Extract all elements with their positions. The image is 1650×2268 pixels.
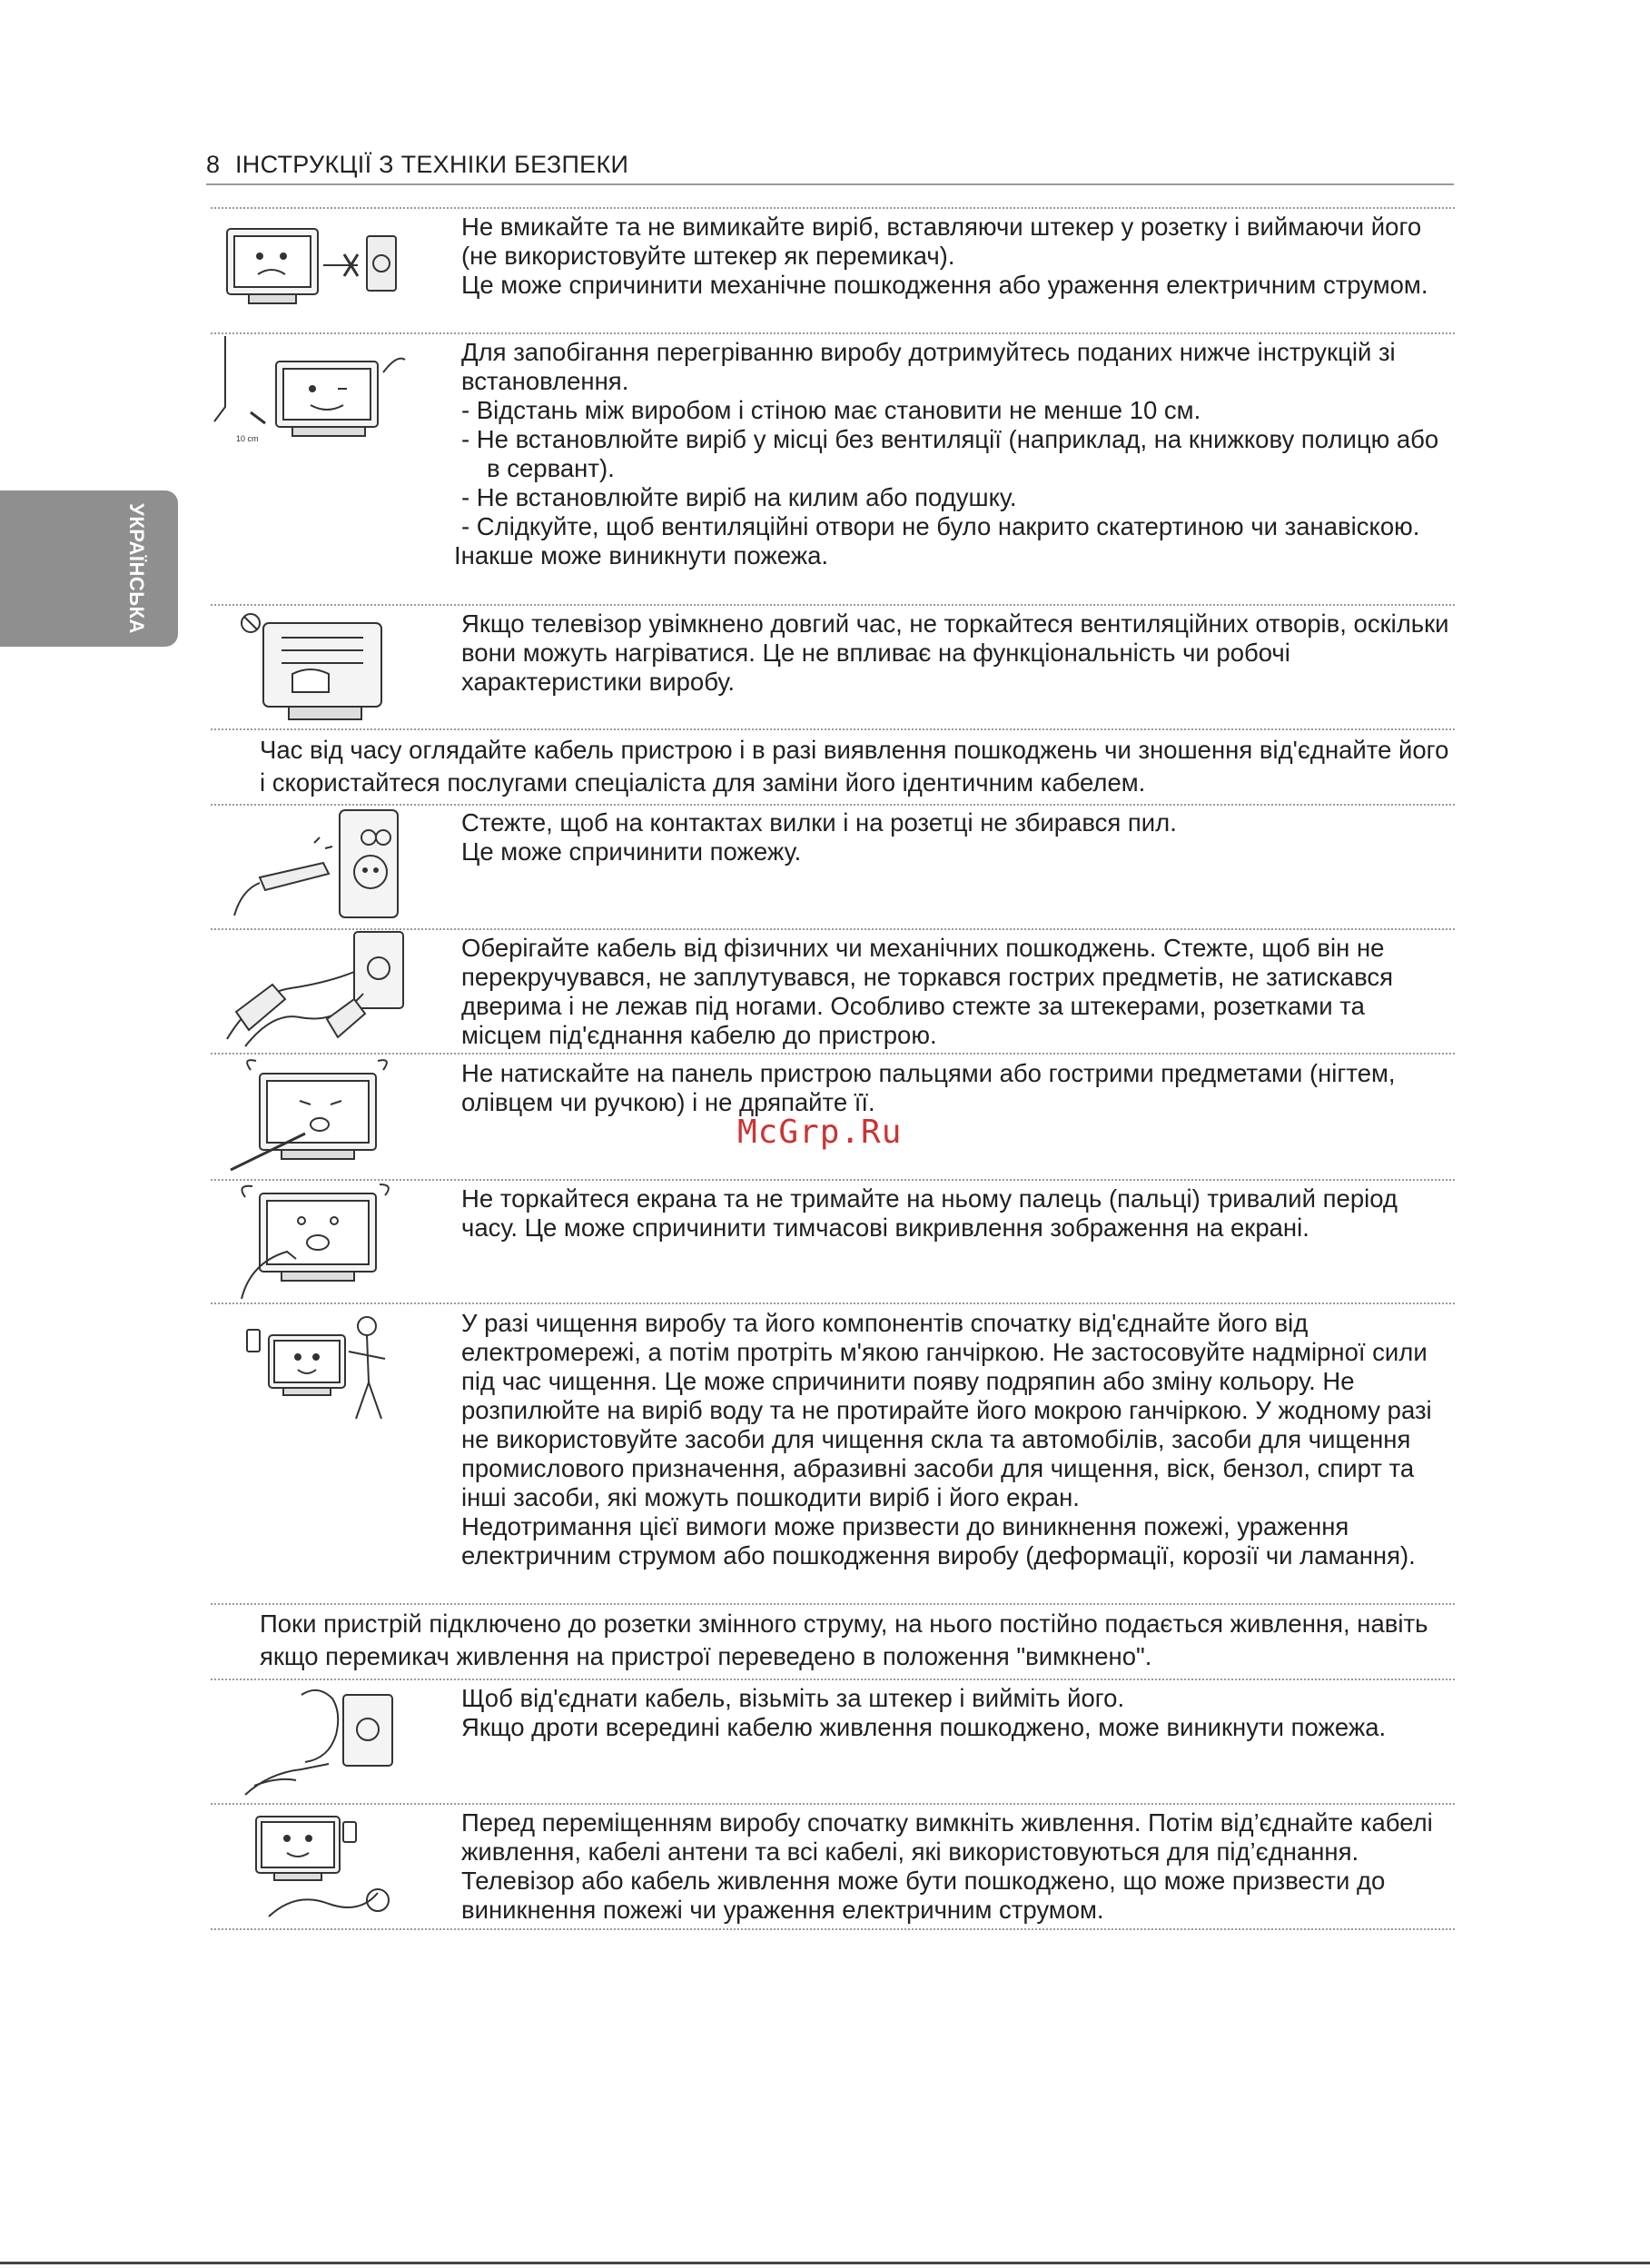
- tv-vents-hot-illustration: [238, 610, 392, 728]
- separator: [211, 1679, 1455, 1680]
- paragraph: Щоб від'єднати кабель, візьміть за штекер і вийміть його.: [461, 1684, 1125, 1712]
- language-tab-label: УКРАЇНСЬКА: [125, 503, 148, 634]
- paragraph: Недотримання цієї вимоги може призвести до виникнення пожежі, ураження електричним струмом або пошкодження виробу (деформації, корозії чи ламання).: [461, 1512, 1416, 1570]
- section-7-text: [461, 1059, 1451, 1117]
- section-2-text: [454, 338, 1451, 570]
- cleaning-illustration: [242, 1312, 396, 1430]
- section-1-text: [461, 213, 1451, 300]
- language-tab: [0, 490, 178, 647]
- ventilation-spacing-illustration: [211, 336, 420, 463]
- list-item: - Не встановлюйте виріб у місці без вентиляції (наприклад, на книжкову полицю або в сервант).: [461, 425, 1439, 482]
- separator: [211, 1928, 1455, 1930]
- paragraph: Це може спричинити механічне пошкодження або ураження електричним струмом.: [461, 271, 1428, 299]
- section-8-text: [461, 1184, 1451, 1243]
- cable-protection-illustration: [218, 930, 409, 1053]
- section-11-text: [461, 1684, 1451, 1742]
- paragraph: Час від часу оглядайте кабель пристрою і в разі виявлення пошкоджень чи зношення від'єднайте його і скористайтеся послугами спеціаліста для заміни його ідентичним кабелем.: [260, 736, 1449, 797]
- unplug-cable-illustration: [242, 1686, 401, 1798]
- page-number: 8: [206, 151, 221, 178]
- move-product-illustration: [242, 1809, 401, 1926]
- list-item: - Слідкуйте, щоб вентиляційні отвори не було накрито скатертиною чи занавіскою.: [461, 512, 1420, 540]
- section-4-text: [260, 734, 1449, 799]
- paragraph: Оберігайте кабель від фізичних чи механічних пошкоджень. Стежте, щоб він не перекручувався, не заплутувався, не торкався гострих предметів, не затискався дверима і не лежав під ногами. Особливо стежте за штекерами, розетками та місцем під'єднання кабелю до пристрою.: [461, 934, 1394, 1049]
- separator: [211, 1179, 1455, 1181]
- section-12-text: [461, 1808, 1451, 1925]
- separator: [211, 804, 1455, 806]
- dusty-plug-illustration: [223, 807, 405, 925]
- watermark: McGrp.Ru: [737, 1114, 903, 1151]
- separator: [211, 1053, 1455, 1055]
- section-10-text: [260, 1608, 1449, 1673]
- paragraph: Перед переміщенням виробу спочатку вимкніть живлення. Потім від’єднайте кабелі живлення, кабелі антени та всі кабелі, які використовуються для під’єднання. Телевізор або кабель живлення може бути пошкоджено, що може призвести до виникнення пожежі чи ураження електричним струмом.: [461, 1808, 1433, 1924]
- tv-plug-switch-illustration: [222, 218, 403, 318]
- separator: [211, 728, 1455, 730]
- section-6-text: [461, 934, 1451, 1050]
- screen-touching-illustration: [223, 1181, 396, 1301]
- paragraph: Не торкайтеся екрана та не тримайте на ньому палець (пальці) тривалий період часу. Це може спричинити тимчасові викривлення зображення на екрані.: [461, 1184, 1398, 1242]
- list-item: - Не встановлюйте виріб на килим або подушку.: [461, 483, 1017, 511]
- page-title: ІНСТРУКЦІЇ З ТЕХНІКИ БЕЗПЕКИ: [235, 151, 629, 178]
- paragraph: Якщо телевізор увімкнено довгий час, не торкайтеся вентиляційних отворів, оскільки вони можуть нагріватися. Це не впливає на функціональність чи робочі характеристики виробу.: [461, 609, 1449, 696]
- page-header: [206, 149, 1454, 185]
- separator: [211, 1302, 1455, 1304]
- panel-pressing-illustration: [223, 1057, 400, 1175]
- separator: [211, 332, 1455, 334]
- paragraph: Якщо дроти всередині кабелю живлення пошкоджено, може виникнути пожежа.: [461, 1713, 1387, 1741]
- page-bottom-border: [0, 2262, 1650, 2264]
- separator: [211, 604, 1455, 606]
- paragraph: Поки пристрій підключено до розетки змінного струму, на нього постійно подається живлення, навіть якщо перемикач живлення на пристрої переведено в положення "вимкнено".: [260, 1609, 1428, 1670]
- paragraph: Це може спричинити пожежу.: [461, 837, 802, 866]
- paragraph: Не вмикайте та не вимикайте виріб, вставляючи штекер у розетку і виймаючи його (не використовуйте штекер як перемикач).: [461, 213, 1422, 270]
- paragraph: Стежте, щоб на контактах вилки і на розетці не збирався пил.: [461, 808, 1177, 837]
- distance-label: 10 cm: [236, 434, 259, 443]
- list-item: - Відстань між виробом і стіною має становити не менше 10 см.: [461, 396, 1201, 424]
- paragraph: Не натискайте на панель пристрою пальцями або гострими предметами (нігтем, олівцем чи ручкою) і не дряпайте її.: [461, 1059, 1396, 1116]
- section-3-text: [461, 609, 1451, 697]
- separator: [211, 207, 1455, 209]
- separator: [211, 1603, 1455, 1605]
- section-5-text: [461, 808, 1451, 867]
- paragraph: Для запобігання перегріванню виробу дотримуйтесь поданих нижче інструкцій зі встановлення.: [461, 338, 1396, 395]
- section-9-text: [461, 1309, 1451, 1570]
- paragraph: Інакше може виникнути пожежа.: [454, 541, 829, 569]
- paragraph: У разі чищення виробу та його компонентів спочатку від'єднайте його від електромережі, а потім протріть м'якою ганчіркою. Не застосовуйте надмірної сили під час чищення. Це може спричинити появу подряпин або зміну кольору. Не розпилюйте на виріб воду та не протирайте його мокрою ганчіркою. У жодному разі не використовуйте засоби для чищення скла та автомобілів, засоби для чищення промислового призначення, абразивні засоби для чищення, віск, бензол, спирт та інші засоби, які можуть пошкодити виріб і його екран.: [461, 1309, 1432, 1511]
- separator: [211, 1803, 1455, 1805]
